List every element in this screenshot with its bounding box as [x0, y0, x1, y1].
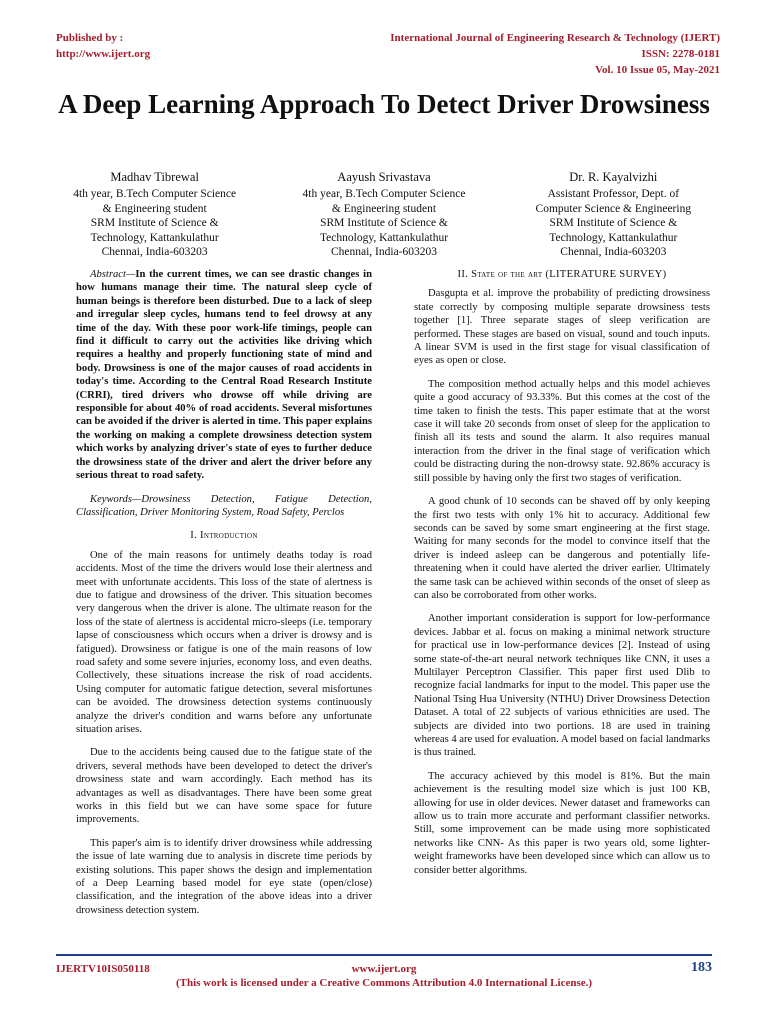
author-affil-line: & Engineering student — [331, 202, 437, 215]
section-heading-introduction: I. Introduction — [190, 530, 258, 542]
footer-site-link[interactable]: www.ijert.org — [351, 963, 417, 975]
author-affil-line: Technology, Kattankulathur — [319, 231, 449, 244]
site-url-link[interactable]: http://www.ijert.org — [56, 48, 151, 60]
paragraph: This paper's aim is to identify driver drowsiness while addressing the issue of late warning due to analysis in discrete time periods by existing solutions. This paper shows the design and implementation of a Deep Learning based model for eye state (open/close) classification, and the integration of the above ideas into a driver drowsiness detection system. — [76, 837, 372, 916]
author-affil-line: Chennai, India-603203 — [330, 246, 438, 258]
abstract-text: In the current times, we can see drastic changes in how humans manage their time. The natural sleep cycle of human beings is therefore been disturbed. Due to a lack of sleep and irregular sleep cycles, humans tend to feel drowsy at any time of the day. With these poor work-life timings, people can find it difficult to carry out the activities like driving which requires a healthy and properly functioning state of mind and body. Drowsiness is one of the major causes of road accidents in today's time. According to the Central Road Research Institute (CRRI), tired drivers who drowse off while driving are responsible for about 40% of road accidents. Several misfortunes can be avoided if the driver is alerted in time. This paper explains the working on making a complete drowsiness detection system which works by analyzing driver's state of eyes to further deduce the drowsiness state of the driver and alert the driver before any serious threat to road safety. — [76, 269, 372, 482]
author-2 — [269, 168, 498, 260]
license-note: (This work is licensed under a Creative Commons Attribution 4.0 International License.) — [175, 977, 593, 989]
author-name: Madhav Tibrewal — [110, 170, 199, 184]
paper-id: IJERTV10IS050118 — [56, 963, 150, 975]
author-affil-line: Computer Science & Engineering — [535, 202, 692, 215]
footer-rule — [56, 954, 712, 956]
paragraph: A good chunk of 10 seconds can be shaved off by only keeping the first two tests with only 1% hit to accuracy. Additional few seconds can be saved by some smart engineering at the first stage. Waiting for many seconds for the model to convince itself that the driver is indeed asleep can be dangerous and potentially life-threatening when it could have alerted the driver earlier. Ultimately the same task can be achieved within seconds of the onset of sleep as can also be corroborated from other works. — [414, 496, 710, 601]
author-affil-line: Assistant Professor, Dept. of — [547, 188, 680, 200]
author-affil-line: Chennai, India-603203 — [560, 246, 667, 258]
abstract-lead: Abstract— — [90, 269, 136, 280]
author-affil-line: Technology, Kattankulathur — [90, 231, 219, 244]
section-heading-literature: II. State of the art (LITERATURE SURVEY) — [457, 269, 667, 280]
volume-issue: Vol. 10 Issue 05, May-2021 — [595, 64, 720, 76]
journal-name: International Journal of Engineering Research & Technology (IJERT) — [390, 32, 720, 44]
paragraph: The composition method actually helps and this model achieves quite a good accuracy of 93.33%. But this comes at the cost of the time taken to finish the tests. This paper estimate that at the worst case it will take 20 seconds from onset of sleep for the application to finish all its tests and sound the alarm. It also requires manual interaction from the driver in the final stage of verification which could be distracting during the non-drowsy state. 92.86% accuracy is still possible by having only the first two stages of verification. — [414, 378, 710, 484]
author-name: Dr. R. Kayalvizhi — [569, 170, 658, 184]
journal-block — [390, 30, 720, 78]
left-column — [76, 268, 372, 927]
paragraph: Due to the accidents being caused due to the fatigue state of the drivers, several methods have been developed to detect the driver's drowsiness state and warn accordingly. Each method has its advantages as well as disadvantages. There have been some great works in this field but we can have some space for future improvements. — [76, 747, 372, 826]
author-affil-line: 4th year, B.Tech Computer Science — [302, 188, 466, 200]
author-affil-line: Chennai, India-603203 — [101, 246, 208, 258]
author-list — [40, 168, 728, 260]
paragraph: The accuracy achieved by this model is 81%. But the main achievement is the resulting model size which is just 100 KB, allowing for use in older devices. Newer dataset and frameworks can allow us to train more accurate and performant classifier networks. Still, some improvement can be made using more sophisticated networks like CNN- As this paper is two years old, some lighter-weight frameworks have been developed since which can allow us to consider better algorithms. — [414, 770, 710, 876]
author-affil-line: Technology, Kattankulathur — [549, 231, 678, 244]
author-affil-line: SRM Institute of Science & — [90, 217, 219, 229]
author-affil-line: SRM Institute of Science & — [549, 217, 678, 229]
published-by-label: Published by : — [56, 32, 124, 44]
page-number: 183 — [691, 960, 712, 975]
paragraph: Dasgupta et al. improve the probability of predicting drowsiness state correctly by composing multiple separate drowsiness tests together [1]. Three separate stages of sleep verification are performed. These stages are based on visual, sound and touch inputs. A linear SVM is used in the first stage for visual classification of eyes as open or close. — [414, 288, 710, 367]
author-name: Aayush Srivastava — [337, 170, 431, 184]
author-3 — [499, 168, 728, 260]
paragraph: Another important consideration is support for low-performance devices. Jabbar et al. focus on making a minimal network structure for practical use in low-performance devices [2]. Instead of using some state-of-the-art neural network techniques like CNN, it uses a Multilayer Perceptron Classifier. This paper first used Dlib to recognize facial landmarks for input to the model. This paper use the National Tsing Hua University (NTHU) Driver Drowsiness Detection Dataset. A total of 22 subjects of various ethnicities are used. The subjects are divided into two portions. 18 are used in training whereas 4 are used for evaluation. A model based on facial landmarks is thus trained. — [414, 613, 710, 759]
abstract — [76, 268, 372, 483]
publisher-block — [56, 30, 150, 62]
issn: ISSN: 2278-0181 — [641, 48, 720, 60]
author-1 — [40, 168, 269, 260]
right-column — [414, 268, 710, 887]
keywords: Keywords—Drowsiness Detection, Fatigue Detection, Classification, Driver Monitoring System, Road Safety, Perclos — [76, 493, 372, 518]
paragraph: One of the main reasons for untimely deaths today is road accidents. Most of the time the drivers would lose their alertness and meet with unfortunate accidents. This loss of the state of alertness is due to fatigue and drowsiness of the driver. This situation becomes very dangerous when the driver is alone. The ultimate reason for the loss of the state of alertness is accidental micro-sleeps (i.e. temporary lapse of consciousness which occurs when a driver is drowsy and is fatigued). Drowsiness or fatigue is one of the main reasons of low road safety and some severe injuries, economy loss, and even deaths. Collectively, these situations increase the risk of road accidents. Using computer for automatic fatigue detection, several misfortunes can be avoided. The drowsiness detection systems continuously analyze the driver's condition and warns before any unfortunate situation arises. — [76, 549, 372, 735]
author-affil-line: & Engineering student — [102, 202, 207, 215]
author-affil-line: SRM Institute of Science & — [320, 217, 448, 229]
author-affil-line: 4th year, B.Tech Computer Science — [73, 188, 237, 200]
paper-title: A Deep Learning Approach To Detect Driver Drowsiness — [58, 89, 710, 119]
